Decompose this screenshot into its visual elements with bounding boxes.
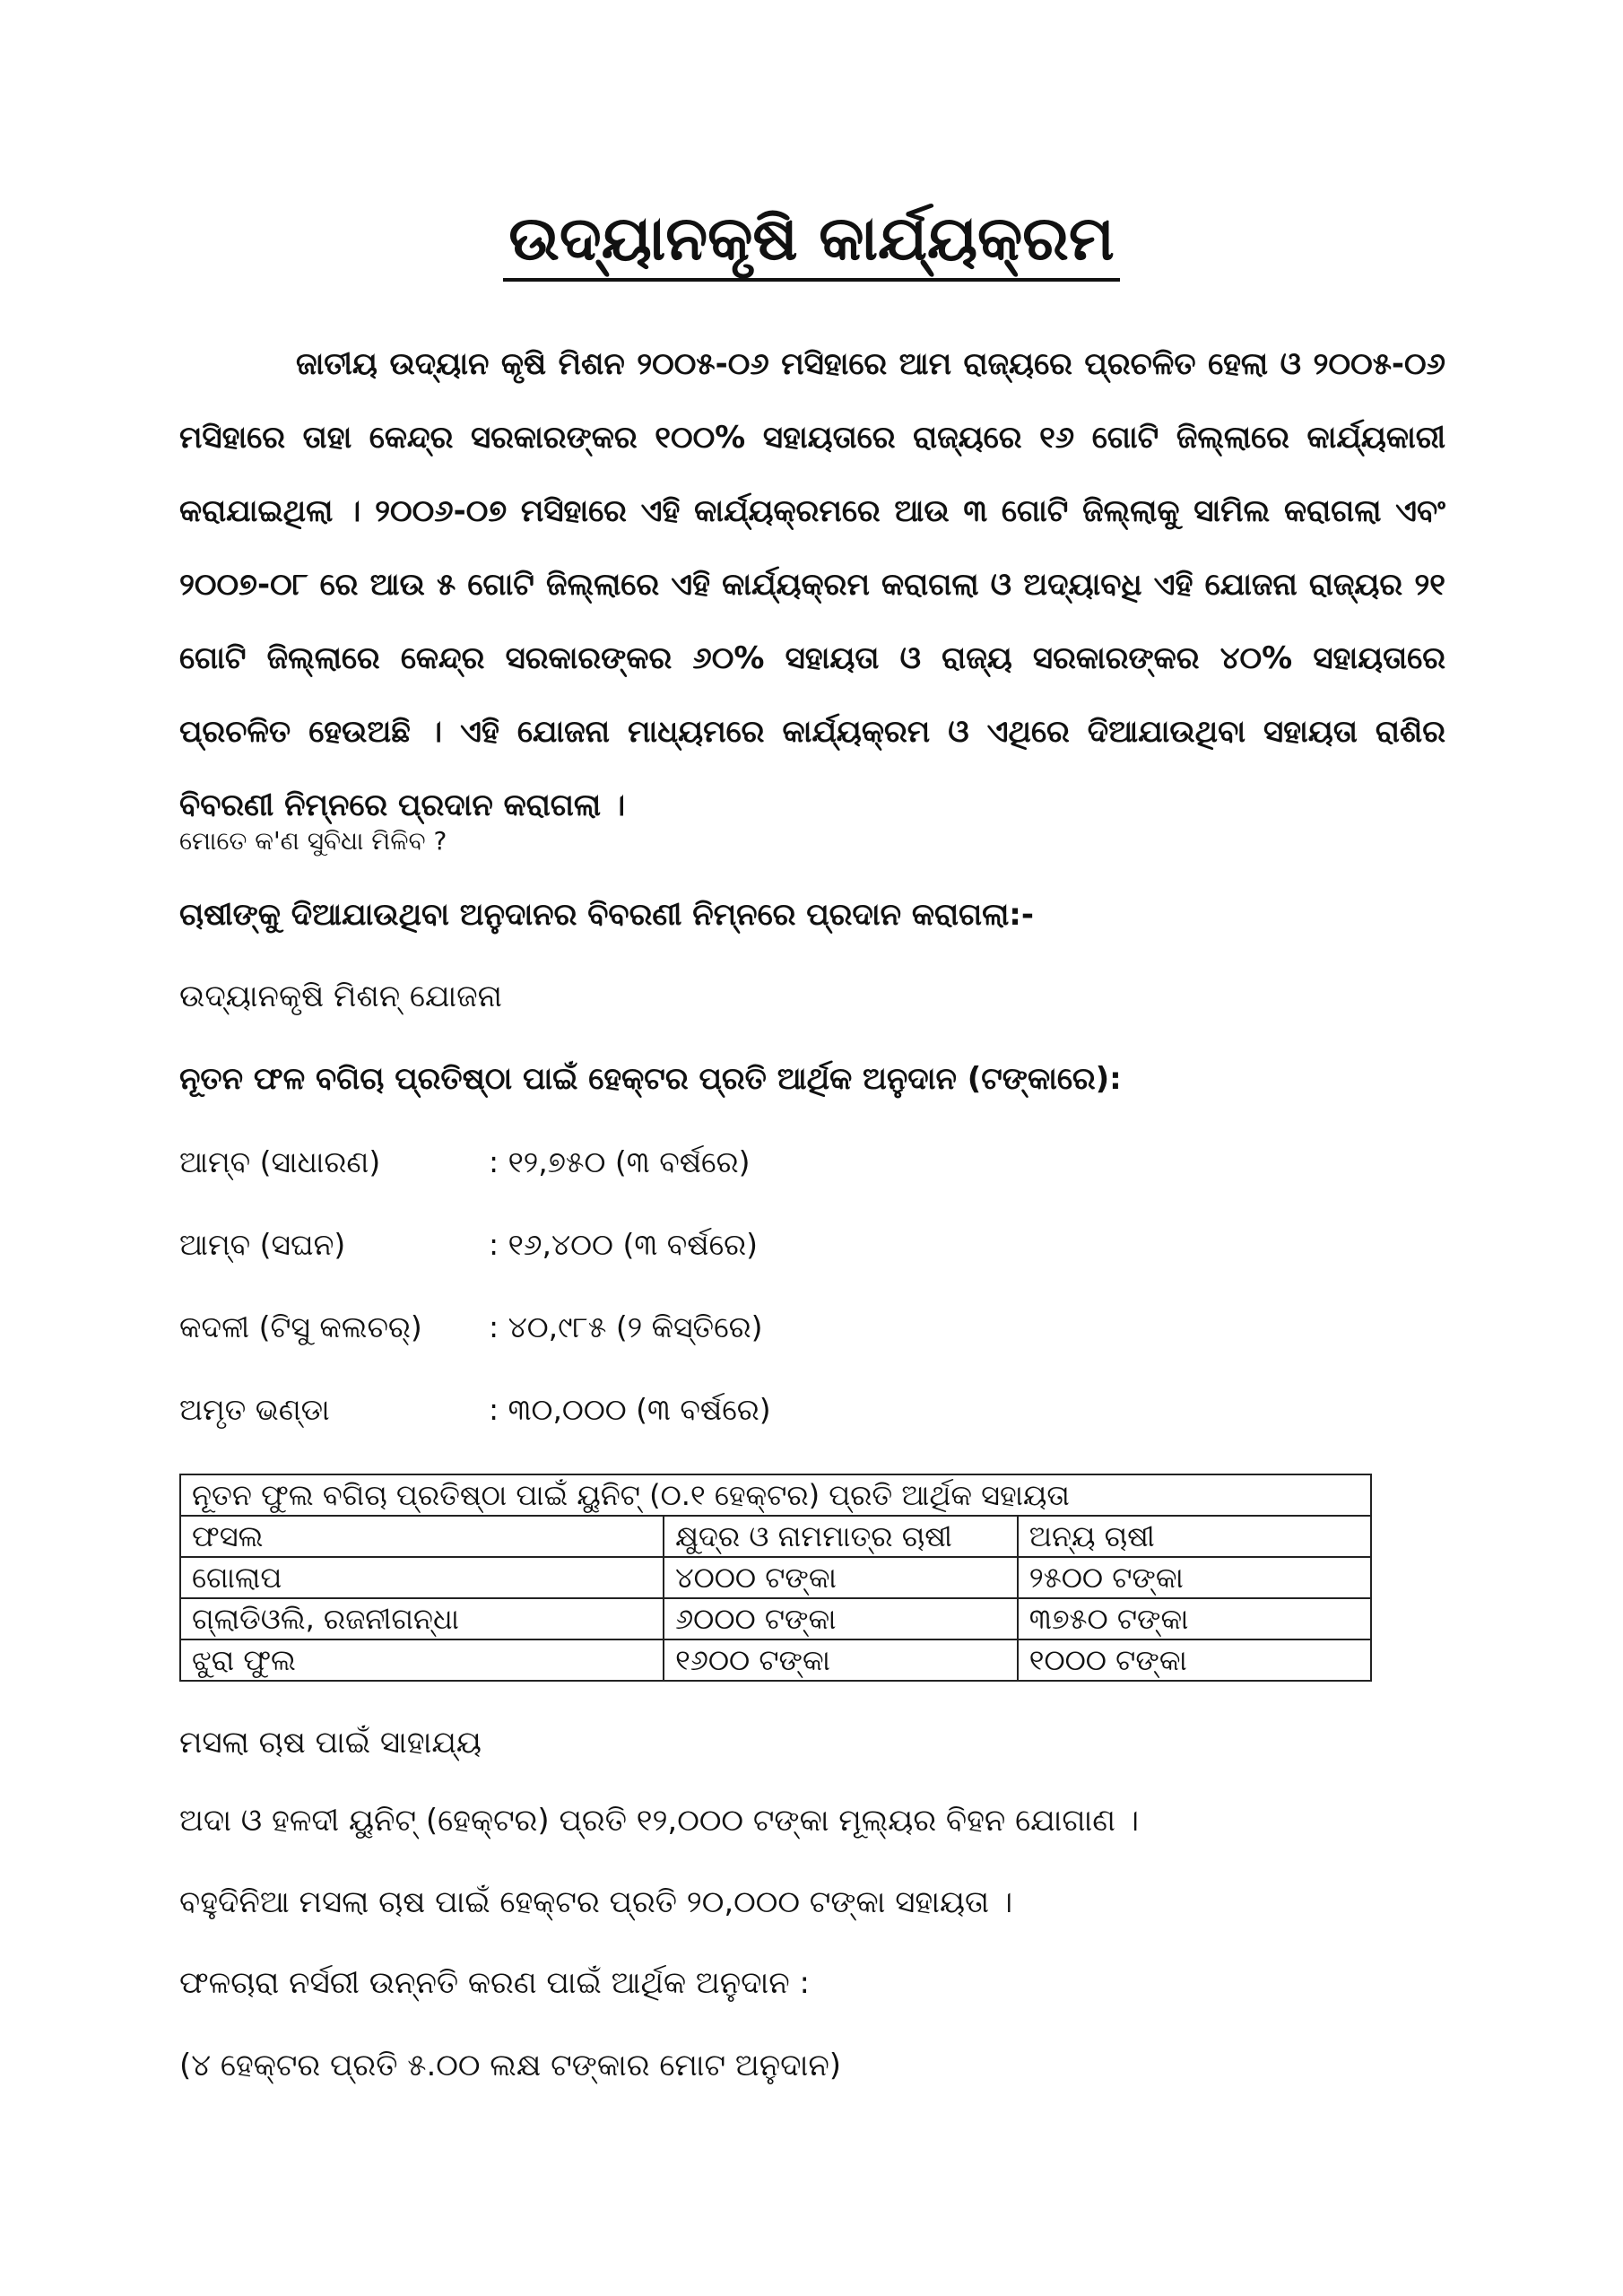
fruit-rate-value: : ୧୬,୪୦୦ (୩ ବର୍ଷରେ) — [489, 1227, 759, 1262]
scheme-name: ଉଦ୍ୟାନକୃଷି ମିଶନ୍ ଯୋଜନା — [179, 978, 503, 1014]
table-header-cell: କ୍ଷୁଦ୍ର ଓ ନାମମାତ୍ର ଚାଷୀ — [664, 1516, 1018, 1557]
page-title — [0, 199, 1623, 280]
table-cell: ୪୦୦୦ ଟଙ୍କା — [664, 1557, 1018, 1598]
fruit-rate-row — [179, 1224, 758, 1265]
fruit-rate-value: : ୩୦,୦୦୦ (୩ ବର୍ଷରେ) — [489, 1392, 771, 1427]
fruit-rate-value: : ୧୨,୭୫୦ (୩ ବର୍ଷରେ) — [489, 1144, 751, 1179]
nursery-heading: ଫଳଚାରା ନର୍ସରୀ ଉନ୍ନତି କରଣ ପାଇଁ ଆର୍ଥିକ ଅନୁଦାନ : — [179, 1965, 810, 2001]
nursery-line: (୪ ହେକ୍ଟର ପ୍ରତି ୫.୦୦ ଲକ୍ଷ ଟଙ୍କାର ମୋଟ ଅନୁଦାନ) — [179, 2048, 842, 2083]
grant-heading: ଚାଷୀଙ୍କୁ ଦିଆଯାଉଥିବା ଅନୁଦାନର ବିବରଣୀ ନିମ୍ନରେ ପ୍ରଦାନ କରାଗଲା:- — [179, 897, 1035, 933]
table-cell: ୩୭୫୦ ଟଙ୍କା — [1018, 1598, 1371, 1639]
intro-paragraph: ଜାତୀୟ ଉଦ୍ୟାନ କୃଷି ମିଶନ ୨୦୦୫-୦୬ ମସିହାରେ ଆମ ରାଜ୍ୟରେ ପ୍ରଚଳିତ ହେଲା ଓ ୨୦୦୫-୦୬ ମସିହାରେ ତାହା କେନ୍ଦ୍ର ସରକାରଙ୍କର ୧୦୦% ସହାୟତାରେ ରାଜ୍ୟରେ ୧୬ ଗୋଟି ଜିଲ୍ଲାରେ କାର୍ଯ୍ୟକାରୀ କରାଯାଇଥିଲା । ୨୦୦୬-୦୭ ମସିହାରେ ଏହି କାର୍ଯ୍ୟକ୍ରମରେ ଆଉ ୩ ଗୋଟି ଜିଲ୍ଲାକୁ ସାମିଲ କରାଗଲା ଏବଂ ୨୦୦୭-୦୮ ରେ ଆଉ ୫ ଗୋଟି ଜିଲ୍ଲାରେ ଏହି କାର୍ଯ୍ୟକ୍ରମ କରାଗଲା ଓ ଅଦ୍ୟାବଧି ଏହି ଯୋଜନା ରାଜ୍ୟର ୨୧ ଗୋଟି ଜିଲ୍ଲାରେ କେନ୍ଦ୍ର ସରକାରଙ୍କର ୬୦% ସହାୟତା ଓ ରାଜ୍ୟ ସରକାରଙ୍କର ୪୦% ସହାୟତାରେ ପ୍ରଚଳିତ ହେଉଅଛି । ଏହି ଯୋଜନା ମାଧ୍ୟମରେ କାର୍ଯ୍ୟକ୍ରମ ଓ ଏଥିରେ ଦିଆଯାଉଥିବା ସହାୟତା ରାଶିର ବିବରଣୀ ନିମ୍ନରେ ପ୍ରଦାନ କରାଗଲା । — [179, 346, 1445, 823]
table-cell: ୧୦୦୦ ଟଙ୍କା — [1018, 1639, 1371, 1681]
table-cell: ଗୋଲାପ — [180, 1557, 664, 1598]
table-header-row — [180, 1516, 1371, 1557]
table-row — [180, 1598, 1371, 1639]
spice-line-perennial: ବହୁଦିନିଆ ମସଲା ଚାଷ ପାଇଁ ହେକ୍ଟର ପ୍ରତି ୨୦,୦୦୦ ଟଙ୍କା ସହାୟତା । — [179, 1884, 1013, 1920]
table-caption-row — [180, 1474, 1371, 1516]
spice-line-ginger-turmeric: ଅଦା ଓ ହଳଦୀ ୟୁନିଟ୍ (ହେକ୍ଟର) ପ୍ରତି ୧୨,୦୦୦ ଟଙ୍କା ମୂଲ୍ୟର ବିହନ ଯୋଗାଣ । — [179, 1803, 1140, 1839]
table-cell: ଝୁରା ଫୁଲ — [180, 1639, 664, 1681]
fruit-rate-row — [179, 1389, 771, 1431]
question-line: ମୋତେ କ'ଣ ସୁବିଧା ମିଳିବ ? — [179, 826, 447, 856]
table-cell: ୧୬୦୦ ଟଙ୍କା — [664, 1639, 1018, 1681]
flower-assistance-table — [179, 1474, 1372, 1682]
table-cell: ୨୫୦୦ ଟଙ୍କା — [1018, 1557, 1371, 1598]
fruit-rate-row — [179, 1307, 763, 1348]
table-header-cell: ଅନ୍ୟ ଚାଷୀ — [1018, 1516, 1371, 1557]
spice-heading: ମସଲା ଚାଷ ପାଇଁ ସାହାଯ୍ୟ — [179, 1725, 482, 1761]
fruit-rate-label: ଆମ୍ବ (ସଘନ) — [179, 1227, 346, 1262]
fruit-rate-label: ଅମୃତ ଭଣ୍ଡା — [179, 1392, 330, 1427]
page-title-text: ଉଦ୍ୟାନକୃଷି କାର୍ଯ୍ୟକ୍ରମ — [503, 204, 1119, 282]
table-cell: ଗ୍ଲାଡିଓଲି, ରଜନୀଗନ୍ଧା — [180, 1598, 664, 1639]
table-row — [180, 1639, 1371, 1681]
fruit-rate-row — [179, 1142, 750, 1183]
fruit-heading: ନୂତନ ଫଳ ବଗିଚା ପ୍ରତିଷ୍ଠା ପାଇଁ ହେକ୍ଟର ପ୍ରତି ଆର୍ଥିକ ଅନୁଦାନ (ଟଙ୍କାରେ): — [179, 1061, 1122, 1097]
table-caption: ନୂତନ ଫୁଲ ବଗିଚା ପ୍ରତିଷ୍ଠା ପାଇଁ ୟୁନିଟ୍ (୦.୧ ହେକ୍ଟର) ପ୍ରତି ଆର୍ଥିକ ସହାୟତା — [180, 1474, 1371, 1516]
fruit-rate-label: କଦଳୀ (ଟିସୁ କଲଚର୍) — [179, 1309, 422, 1344]
table-row — [180, 1557, 1371, 1598]
table-cell: ୬୦୦୦ ଟଙ୍କା — [664, 1598, 1018, 1639]
table-header-cell: ଫସଲ — [180, 1516, 664, 1557]
fruit-rate-value: : ୪୦,୯୮୫ (୨ କିସ୍ତିରେ) — [489, 1309, 763, 1344]
fruit-rate-label: ଆମ୍ବ (ସାଧାରଣ) — [179, 1144, 381, 1179]
